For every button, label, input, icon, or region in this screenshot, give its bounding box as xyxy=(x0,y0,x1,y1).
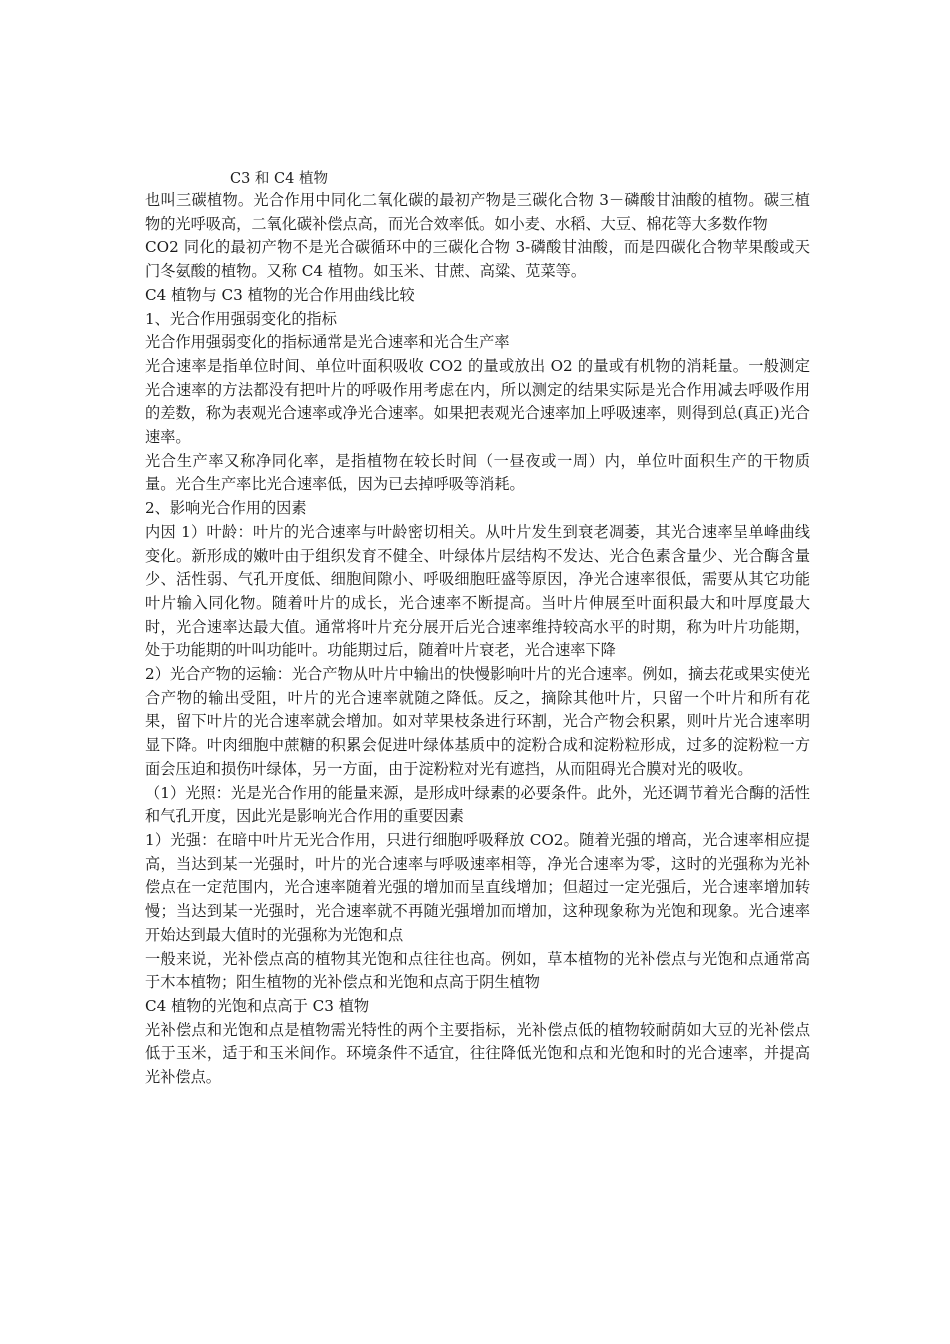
paragraph-production-rate: 光合生产率又称净同化率，是指植物在较长时间（一昼夜或一周）内，单位叶面积生产的干物质量。光合生产率比光合速率低，因为已去掉呼吸等消耗。 xyxy=(145,451,810,494)
paragraph-indicators: 光合作用强弱变化的指标通常是光合速率和光合生产率 xyxy=(145,333,510,352)
paragraph-curve-comparison: C4 植物与 C3 植物的光合作用曲线比较 xyxy=(145,285,415,304)
paragraph-c4-definition: CO2 同化的最初产物不是光合碳循环中的三碳化合物 3-磷酸甘油酸，而是四碳化合物苹果酸或天门冬氨酸的植物。又称 C4 植物。如玉米、甘蔗、高粱、苋菜等。 xyxy=(145,238,810,281)
paragraph-photosynthetic-rate: 光合速率是指单位时间、单位叶面积吸收 CO2 的量或放出 O2 的量或有机物的消耗量。一般测定光合速率的方法都没有把叶片的呼吸作用考虑在内，所以测定的结果实际是光合作用减去呼吸作用的差数，称为表观光合速率或净光合速率。如果把表观光合速率加上呼吸速率，则得到总(真正)光合速率。 xyxy=(145,356,810,447)
section-heading-indicators: 1、光合作用强弱变化的指标 xyxy=(145,309,337,328)
document-body xyxy=(145,189,810,1090)
paragraph-product-transport: 2）光合产物的运输：光合产物从叶片中输出的快慢影响叶片的光合速率。例如，摘去花或果实使光合产物的输出受阻，叶片的光合速率就随之降低。反之，摘除其他叶片，只留一个叶片和所有花果，留下叶片的光合速率就会增加。如对苹果枝条进行环割，光合产物会积累，则叶片光合速率明显下降。叶肉细胞中蔗糖的积累会促进叶绿体基质中的淀粉合成和淀粉粒形成，过多的淀粉粒一方面会压迫和损伤叶绿体，另一方面，由于淀粉粒对光有遮挡，从而阻碍光合膜对光的吸收。 xyxy=(145,665,810,778)
paragraph-c4-saturation: C4 植物的光饱和点高于 C3 植物 xyxy=(145,996,370,1015)
section-heading-factors: 2、影响光合作用的因素 xyxy=(145,499,307,518)
paragraph-light-requirement: 光补偿点和光饱和点是植物需光特性的两个主要指标，光补偿点低的植物较耐荫如大豆的光补偿点低于玉米，适于和玉米间作。环境条件不适宜，往往降低光饱和点和光饱和时的光合速率，并提高光补偿点。 xyxy=(145,1020,810,1087)
paragraph-leaf-age: 内因 1）叶龄：叶片的光合速率与叶龄密切相关。从叶片发生到衰老凋萎，其光合速率呈单峰曲线变化。新形成的嫩叶由于组织发育不健全、叶绿体片层结构不发达、光合色素含量少、光合酶含量少、活性弱、气孔开度低、细胞间隙小、呼吸细胞旺盛等原因，净光合速率很低，需要从其它功能叶片输入同化物。随着叶片的成长，光合速率不断提高。当叶片伸展至叶面积最大和叶厚度最大时，光合速率达最大值。通常将叶片充分展开后光合速率维持较高水平的时期，称为叶片功能期，处于功能期的叶叫功能叶。功能期过后，随着叶片衰老，光合速率下降 xyxy=(145,522,810,660)
document-title: C3 和 C4 植物 xyxy=(230,171,328,187)
paragraph-light-intensity: 1）光强：在暗中叶片无光合作用，只进行细胞呼吸释放 CO2。随着光强的增高，光合速率相应提高，当达到某一光强时，叶片的光合速率与呼吸速率相等，净光合速率为零，这时的光强称为光补偿点在一定范围内，光合速率随着光强的增加而呈直线增加；但超过一定光强后，光合速率增加转慢；当达到某一光强时，光合速率就不再随光强增加而增加，这种现象称为光饱和现象。光合速率开始达到最大值时的光强称为光饱和点 xyxy=(145,830,810,944)
paragraph-compensation-points: 一般来说，光补偿点高的植物其光饱和点往往也高。例如，草本植物的光补偿点与光饱和点通常高于木本植物；阳生植物的光补偿点和光饱和点高于阴生植物 xyxy=(145,949,810,992)
paragraph-light: （1）光照：光是光合作用的能量来源，是形成叶绿素的必要条件。此外，光还调节着光合酶的活性和气孔开度，因此光是影响光合作用的重要因素 xyxy=(145,783,810,826)
paragraph-c3-definition: 也叫三碳植物。光合作用中同化二氧化碳的最初产物是三碳化合物 3－磷酸甘油酸的植物。碳三植物的光呼吸高，二氧化碳补偿点高，而光合效率低。如小麦、水稻、大豆、棉花等大多数作物 xyxy=(145,191,810,233)
